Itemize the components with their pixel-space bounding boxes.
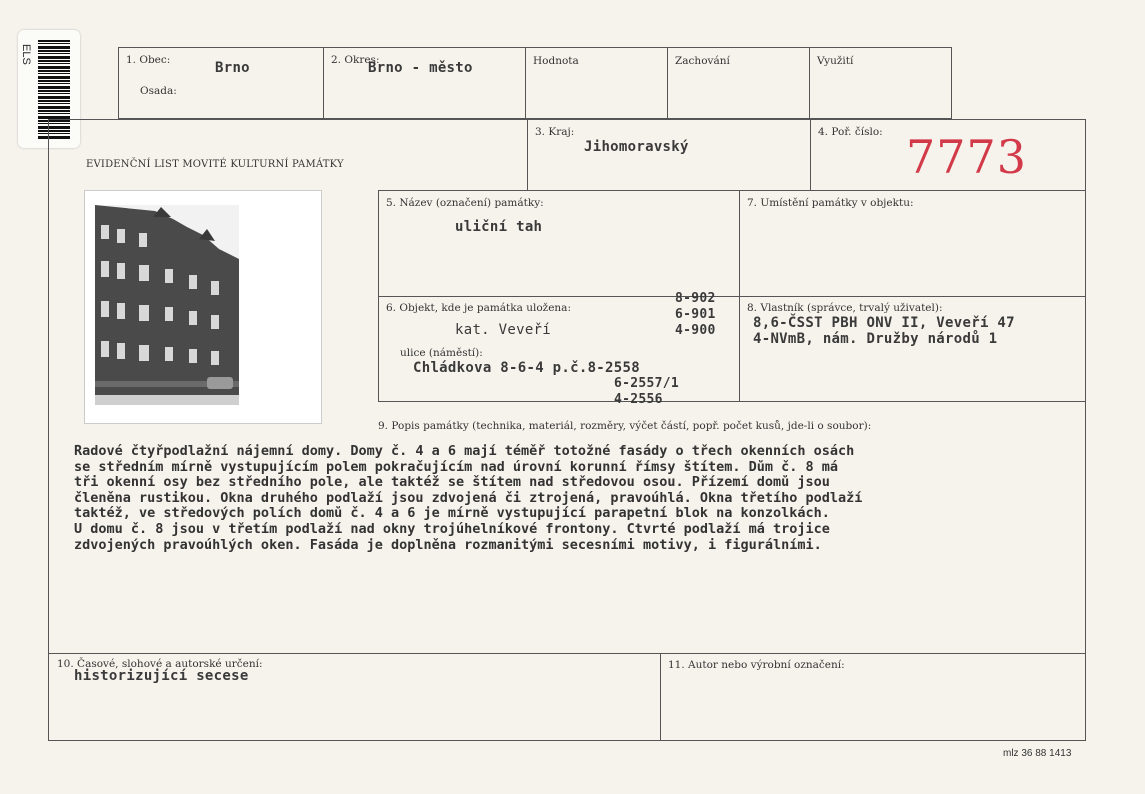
vyuziti-label: Využití xyxy=(817,55,854,67)
barcode-label: ELS xyxy=(20,44,32,65)
obec-value: Brno xyxy=(215,60,250,76)
popis-line: tři okenní osy bez středního pole, ale taktéž se štítem nad středovou osou. Přízemí domů jsou xyxy=(74,475,830,491)
vlastnik-line-1: 8,6-ČSST PBH ONV II, Veveří 47 xyxy=(753,315,1015,331)
poradove-cislo-stamp: 7773 xyxy=(906,130,1028,184)
por-cislo-label: 4. Poř. číslo: xyxy=(818,126,883,138)
zachovani-label: Zachování xyxy=(675,55,730,67)
umisteni-label: 7. Umístění památky v objektu: xyxy=(747,197,914,209)
casove-label: 10. Časové, slohové a autorské určení: xyxy=(57,658,263,670)
form-title: EVIDENČNÍ LIST MOVITÉ KULTURNÍ PAMÁTKY xyxy=(86,159,344,170)
parcel-2: 6-2557/1 xyxy=(614,376,680,391)
obec-label: 1. Obec: xyxy=(126,54,171,66)
popis-line: U domu č. 8 jsou v třetím podlaží nad okny trojúhelníkové frontony. Čtvrté podlaží má trojice xyxy=(74,521,830,537)
popis-line: zdvojených pravoúhlých oken. Fasáda je doplněna rozmanitými secesními motivy, i figurálními. xyxy=(74,537,822,553)
nazev-label: 5. Název (označení) památky: xyxy=(386,197,544,209)
footer-code: mlz 36 88 1413 xyxy=(1003,748,1072,759)
objekt-number-2: 6-901 xyxy=(675,307,716,322)
popis-line: Řadové čtyřpodlažní nájemní domy. Domy č. 4 a 6 mají téměř totožné fasády o třech okenních osách xyxy=(74,444,855,459)
parcel-3: 4-2556 xyxy=(614,392,663,407)
building-photo-image xyxy=(95,205,239,405)
popis-text xyxy=(74,444,1064,553)
kraj-value: Jihomoravský xyxy=(584,139,689,155)
vlastnik-label: 8. Vlastník (správce, trvalý uživatel): xyxy=(747,302,943,314)
osada-label: Osada: xyxy=(140,85,177,97)
objekt-number-1: 8-902 xyxy=(675,291,716,306)
popis-line: taktéž, ve středových polích domů č. 4 a 6 je mírně vystupující parapetní blok na konzolkách. xyxy=(74,506,830,522)
okres-value: Brno - město xyxy=(368,60,473,76)
popis-line: členěna rustikou. Okna druhého podlaží jsou zdvojená či ztrojená, pravoúhlá. Okna třetího podlaží xyxy=(74,490,863,506)
vlastnik-line-2: 4-NVmB, nám. Družby národů 1 xyxy=(753,331,998,347)
casove-value: historizující secese xyxy=(74,668,249,684)
hodnota-label: Hodnota xyxy=(533,55,579,67)
kraj-label: 3. Kraj: xyxy=(535,126,575,138)
popis-line: se středním mírně vystupujícím polem pokračujícím nad úrovní korunní římsy štítem. Dům č. 8 má xyxy=(74,459,839,475)
popis-label: 9. Popis památky (technika, materiál, rozměry, výčet částí, popř. počet kusů, jde-li o soubor): xyxy=(378,420,872,432)
okres-label: 2. Okres: xyxy=(331,54,380,66)
ulice-value: Chládkova 8-6-4 p.č.8-2558 xyxy=(413,360,640,376)
objekt-label: 6. Objekt, kde je památka uložena: xyxy=(386,302,571,314)
ulice-label: ulice (náměstí): xyxy=(400,347,483,359)
autor-label: 11. Autor nebo výrobní označení: xyxy=(668,659,845,671)
objekt-number-3: 4-900 xyxy=(675,323,716,338)
building-photo xyxy=(84,190,322,424)
nazev-value: uliční tah xyxy=(455,219,543,235)
objekt-value: kat. Veveří xyxy=(455,322,552,338)
